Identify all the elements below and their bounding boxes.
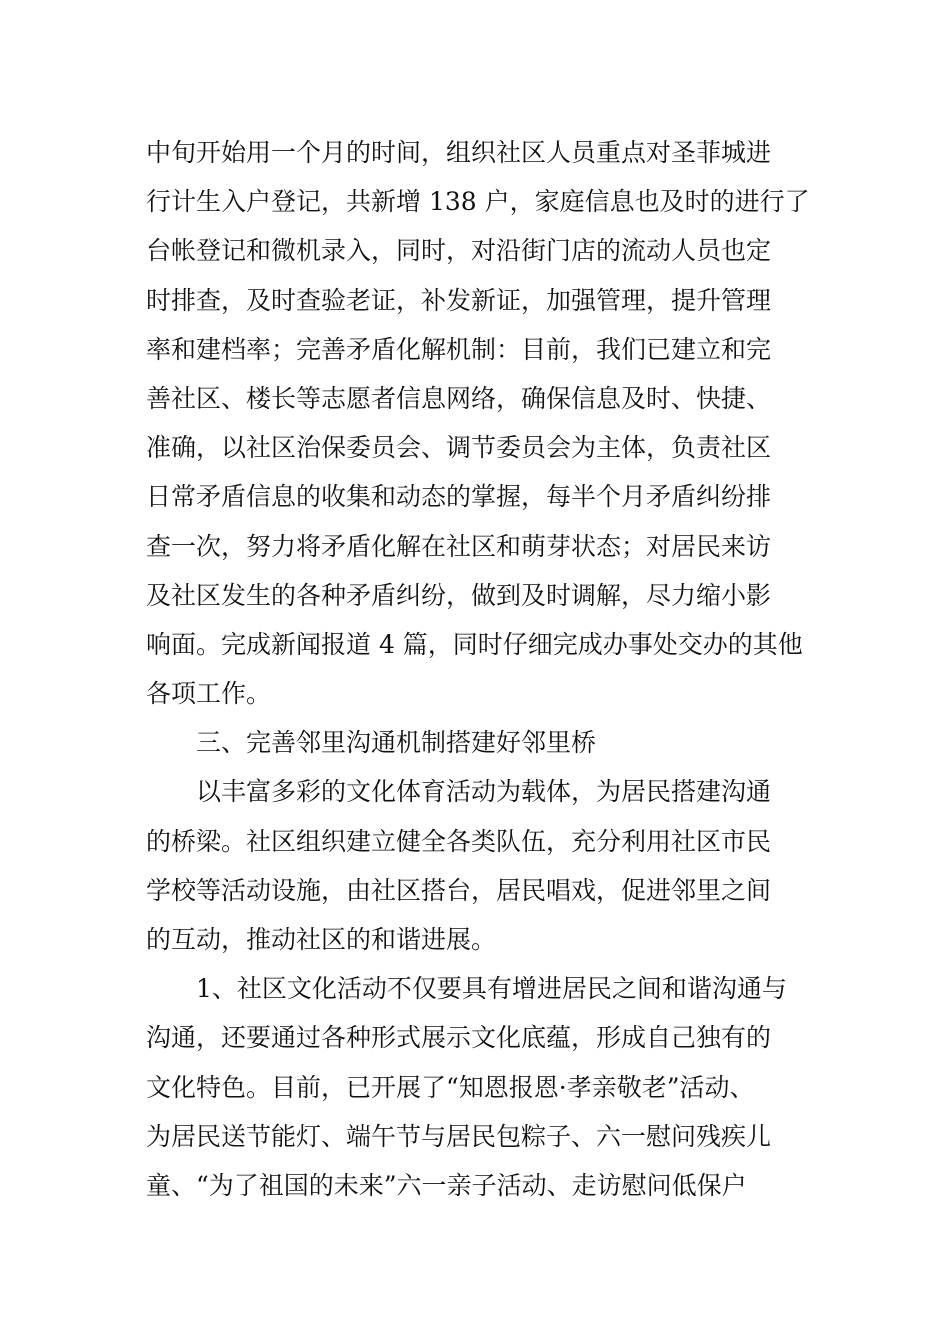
text-line: 1、社区文化活动不仅要具有增进居民之间和谐沟通与 bbox=[196, 974, 787, 1004]
text-line: 中旬开始用一个月的时间，组织社区人员重点对圣菲城进 bbox=[146, 138, 772, 167]
text-line: 以丰富多彩的文化体育活动为载体，为居民搭建沟通 bbox=[196, 777, 772, 807]
text-line: 的桥梁。社区组织建立健全各类队伍，充分利用社区市民 bbox=[146, 826, 772, 856]
text-line: 时排查，及时查验老证，补发新证，加强管理，提升管理 bbox=[146, 285, 772, 315]
section-heading: 三、完善邻里沟通机制搭建好邻里桥 bbox=[196, 728, 597, 758]
text-line: 率和建档率；完善矛盾化解机制：目前，我们已建立和完 bbox=[146, 334, 772, 364]
text-line: 的互动，推动社区的和谐进展。 bbox=[146, 925, 497, 954]
text-line: 查一次，努力将矛盾化解在社区和萌芽状态；对居民来访 bbox=[146, 531, 772, 561]
text-line: 台帐登记和微机录入，同时，对沿街门店的流动人员也定 bbox=[146, 236, 772, 266]
text-line: 沟通，还要通过各种形式展示文化底蕴，形成自己独有的 bbox=[146, 1023, 772, 1053]
text-line: 各项工作。 bbox=[146, 679, 272, 709]
text-line: 善社区、楼长等志愿者信息网络，确保信息及时、快捷、 bbox=[146, 383, 772, 413]
text-line: 为居民送节能灯、端午节与居民包粽子、六一慰问残疾儿 bbox=[146, 1121, 772, 1151]
text-line: 及社区发生的各种矛盾纠纷，做到及时调解，尽力缩小影 bbox=[146, 580, 772, 610]
text-line: 学校等活动设施，由社区搭台，居民唱戏，促进邻里之间 bbox=[146, 875, 772, 905]
text-line: 响面。完成新闻报道 4 篇，同时仔细完成办事处交办的其他 bbox=[146, 629, 803, 659]
text-line: 日常矛盾信息的收集和动态的掌握，每半个月矛盾纠纷排 bbox=[146, 482, 772, 512]
text-line: 文化特色。目前，已开展了“知恩报恩·孝亲敬老”活动、 bbox=[146, 1072, 755, 1102]
document-body bbox=[146, 128, 846, 1210]
text-line: 童、“为了祖国的未来”六一亲子活动、走访慰问低保户 bbox=[146, 1170, 747, 1200]
text-line: 准确，以社区治保委员会、调节委员会为主体，负责社区 bbox=[146, 433, 772, 463]
text-line: 行计生入户登记，共新增 138 户，家庭信息也及时的进行了 bbox=[146, 187, 810, 217]
